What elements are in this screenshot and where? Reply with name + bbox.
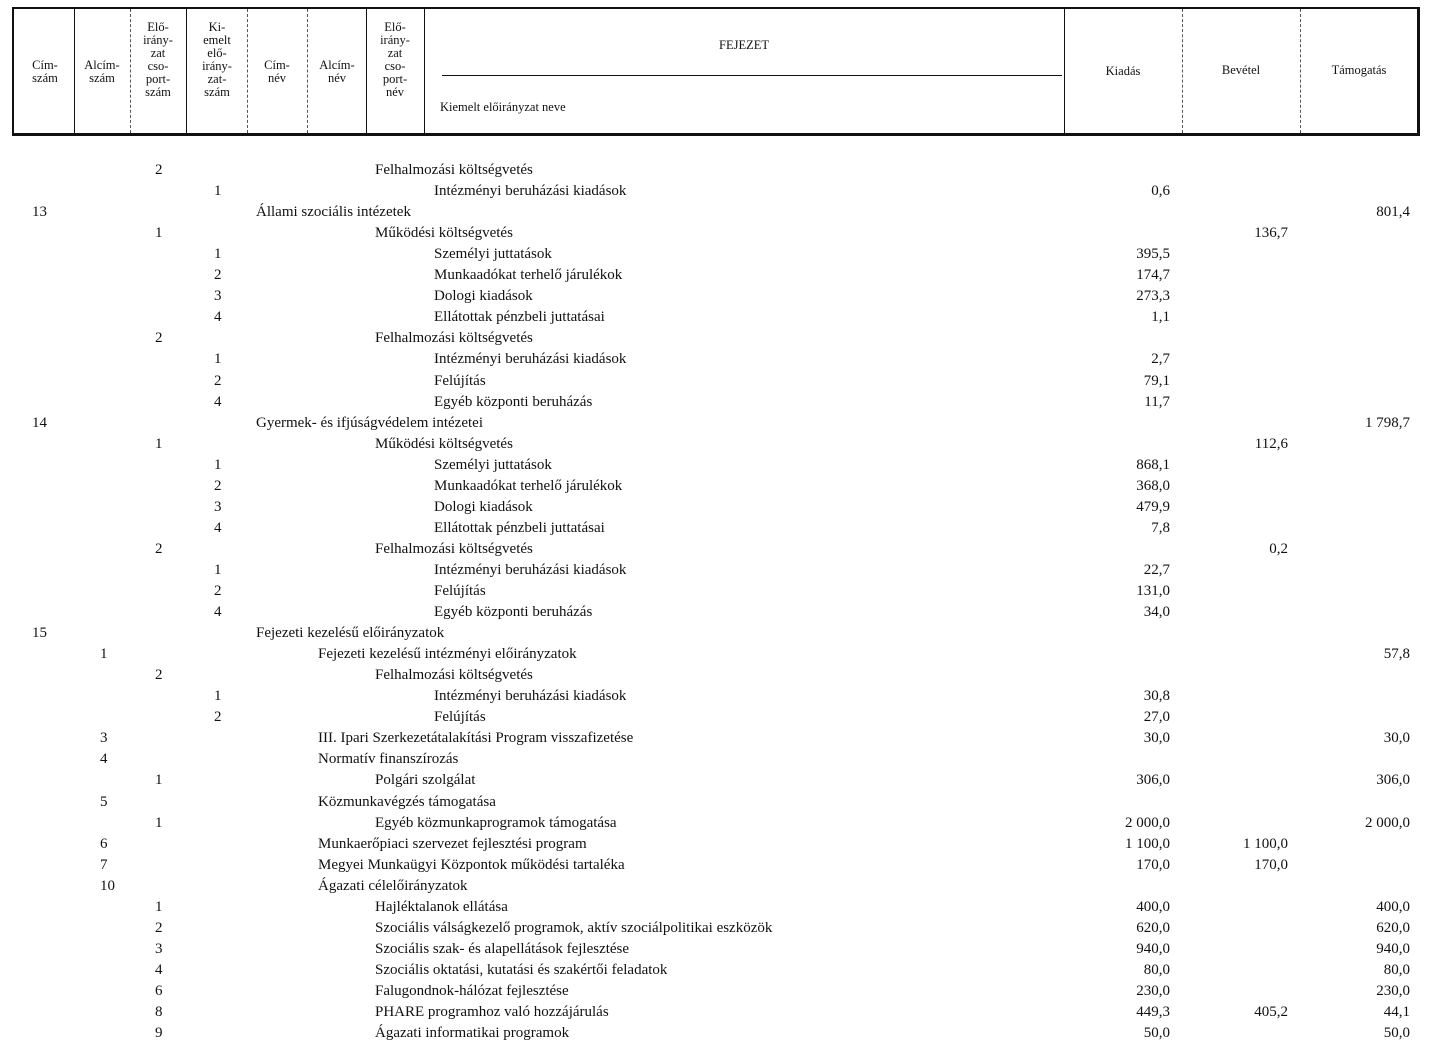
header-line: szám xyxy=(89,71,115,85)
tamogatas-value: 940,0 xyxy=(1376,940,1410,957)
row-name: Dologi kiadások xyxy=(434,498,533,515)
row-code: 2 xyxy=(155,540,163,557)
row-code: 2 xyxy=(155,667,163,684)
row-code: 3 xyxy=(214,498,222,515)
row-code: 1 xyxy=(155,898,163,915)
header-line: Cím- xyxy=(32,58,58,72)
column-divider xyxy=(247,9,248,133)
row-name: Munkaadókat terhelő járulékok xyxy=(434,267,623,284)
header-line: cso- xyxy=(384,59,406,73)
row-code: 14 xyxy=(32,414,47,431)
header-line: irány- xyxy=(143,33,173,47)
kiadas-value: 11,7 xyxy=(1144,393,1170,410)
row-name: Egyéb központi beruházás xyxy=(434,393,593,410)
header-line: név xyxy=(327,71,347,85)
row-code: 7 xyxy=(100,856,108,873)
bevetel-value: 136,7 xyxy=(1254,225,1288,242)
kiadas-value: 230,0 xyxy=(1136,982,1170,999)
header-line: zat xyxy=(150,46,166,60)
header-cim-szam xyxy=(18,59,72,85)
bevetel-value: 0,2 xyxy=(1269,540,1288,557)
row-name: Ellátottak pénzbeli juttatásai xyxy=(434,309,605,326)
kiadas-value: 940,0 xyxy=(1136,940,1170,957)
row-code: 1 xyxy=(214,183,222,200)
row-code: 1 xyxy=(100,646,108,663)
header-line: szám xyxy=(32,71,58,85)
tamogatas-value: 230,0 xyxy=(1376,982,1410,999)
row-name: Egyéb közmunkaprogramok támogatása xyxy=(375,814,617,831)
row-code: 8 xyxy=(155,1004,163,1020)
row-code: 3 xyxy=(155,940,163,957)
row-code: 15 xyxy=(32,625,47,642)
row-code: 1 xyxy=(214,688,222,705)
kiadas-value: 1 100,0 xyxy=(1125,835,1170,852)
row-name: Szociális oktatási, kutatási és szakértői feladatok xyxy=(375,961,668,978)
row-name: Gyermek- és ifjúságvédelem intézetei xyxy=(256,414,483,431)
row-name: Szociális válságkezelő programok, aktív szociálpolitikai eszközök xyxy=(375,919,773,936)
row-code: 5 xyxy=(100,793,108,810)
row-code: 2 xyxy=(214,709,222,726)
row-name: Dologi kiadások xyxy=(434,288,533,305)
header-line: Alcím- xyxy=(84,58,120,72)
header-line: Elő- xyxy=(147,20,169,34)
header-line: szám xyxy=(204,85,230,99)
row-name: Felhalmozási költségvetés xyxy=(375,667,533,684)
kiadas-value: 131,0 xyxy=(1136,583,1170,599)
row-name: Normatív finanszírozás xyxy=(318,751,459,768)
kiadas-value: 306,0 xyxy=(1136,772,1170,789)
row-code: 4 xyxy=(214,309,222,326)
header-line: Elő- xyxy=(384,20,406,34)
row-name: Működési költségvetés xyxy=(375,435,513,452)
kiadas-value: 449,3 xyxy=(1136,1004,1170,1020)
tamogatas-value: 306,0 xyxy=(1376,772,1410,789)
row-code: 6 xyxy=(155,982,163,999)
row-code: 10 xyxy=(100,877,115,894)
header-line: port- xyxy=(382,72,408,86)
row-name: Felújítás xyxy=(434,709,486,726)
column-divider xyxy=(307,9,308,133)
row-name: Falugondnok-hálózat fejlesztése xyxy=(375,982,569,999)
row-name: Hajléktalanok ellátása xyxy=(375,898,508,915)
kiadas-value: 1,1 xyxy=(1151,309,1170,326)
row-name: PHARE programhoz való hozzájárulás xyxy=(375,1004,609,1020)
row-name: Intézményi beruházási kiadások xyxy=(434,183,627,200)
row-name: Ellátottak pénzbeli juttatásai xyxy=(434,519,605,536)
bevetel-value: 112,6 xyxy=(1254,435,1288,452)
kiadas-value: 368,0 xyxy=(1136,477,1170,494)
row-name: Intézményi beruházási kiadások xyxy=(434,688,627,705)
tamogatas-value: 400,0 xyxy=(1376,898,1410,915)
column-divider xyxy=(74,9,75,133)
row-name: Működési költségvetés xyxy=(375,225,513,242)
row-name: III. Ipari Szerkezetátalakítási Program visszafizetése xyxy=(318,730,634,747)
row-name: Ágazati célelőirányzatok xyxy=(318,877,468,894)
kiadas-value: 7,8 xyxy=(1151,519,1170,536)
tamogatas-value: 30,0 xyxy=(1383,730,1410,747)
kiadas-value: 30,0 xyxy=(1143,730,1170,747)
row-code: 4 xyxy=(214,519,222,536)
row-code: 1 xyxy=(155,435,163,452)
header-line: cso- xyxy=(147,59,169,73)
row-name: Fejezeti kezelésű intézményi előirányzatok xyxy=(318,646,577,663)
header-kiemelt-eloiranyzat-szam xyxy=(188,21,246,99)
header-line: Cím- xyxy=(264,58,290,72)
column-divider xyxy=(186,9,187,133)
header-bevetel: Bevétel xyxy=(1221,63,1261,77)
row-name: Közmunkavégzés támogatása xyxy=(318,793,496,810)
bevetel-value: 170,0 xyxy=(1254,856,1288,873)
header-cim-nev xyxy=(249,59,305,85)
row-code: 2 xyxy=(155,919,163,936)
row-name: Felhalmozási költségvetés xyxy=(375,162,533,178)
row-name: Személyi juttatások xyxy=(434,246,552,263)
kiadas-value: 400,0 xyxy=(1136,898,1170,915)
kiadas-value: 80,0 xyxy=(1143,961,1170,978)
header-line: port- xyxy=(145,72,171,86)
tamogatas-value: 620,0 xyxy=(1376,919,1410,936)
row-code: 2 xyxy=(214,267,222,284)
row-code: 9 xyxy=(155,1025,163,1042)
row-name: Polgári szolgálat xyxy=(375,772,476,789)
row-code: 6 xyxy=(100,835,108,852)
row-code: 2 xyxy=(214,372,222,389)
kiadas-value: 620,0 xyxy=(1136,919,1170,936)
row-code: 4 xyxy=(155,961,163,978)
kiadas-value: 479,9 xyxy=(1136,498,1170,515)
fejezet-divider xyxy=(442,75,1062,76)
header-line: Alcím- xyxy=(319,58,355,72)
tamogatas-value: 57,8 xyxy=(1383,646,1410,663)
header-line: irány- xyxy=(202,59,232,73)
kiadas-value: 2 000,0 xyxy=(1125,814,1170,831)
tamogatas-value: 1 798,7 xyxy=(1365,414,1410,431)
header-line: irány- xyxy=(380,33,410,47)
kiadas-value: 868,1 xyxy=(1136,456,1170,473)
header-alcim-nev xyxy=(309,59,365,85)
header-eloiranyzat-csoport-szam xyxy=(132,21,184,99)
row-name: Felújítás xyxy=(434,583,486,599)
row-name: Felhalmozási költségvetés xyxy=(375,540,533,557)
row-name: Megyei Munkaügyi Központok működési tartaléka xyxy=(318,856,625,873)
row-code: 1 xyxy=(214,246,222,263)
header-fejezet: FEJEZET xyxy=(719,38,769,52)
tamogatas-value: 50,0 xyxy=(1383,1025,1410,1042)
kiadas-value: 34,0 xyxy=(1143,604,1170,621)
tamogatas-value: 2 000,0 xyxy=(1365,814,1410,831)
column-divider xyxy=(130,9,131,133)
header-kiadas: Kiadás xyxy=(1105,64,1141,78)
kiadas-value: 273,3 xyxy=(1136,288,1170,305)
row-name: Ágazati informatikai programok xyxy=(375,1025,570,1042)
kiadas-value: 79,1 xyxy=(1143,372,1170,389)
row-code: 3 xyxy=(100,730,108,747)
column-divider xyxy=(424,9,425,133)
header-tamogatas: Támogatás xyxy=(1331,63,1387,77)
table-header xyxy=(12,7,1420,136)
row-code: 3 xyxy=(214,288,222,305)
bevetel-value: 405,2 xyxy=(1254,1004,1288,1020)
row-name: Intézményi beruházási kiadások xyxy=(434,351,627,368)
header-line: Ki- xyxy=(208,20,226,34)
header-line: elő- xyxy=(207,46,227,60)
row-code: 2 xyxy=(214,477,222,494)
row-code: 1 xyxy=(214,561,222,578)
row-name: Felhalmozási költségvetés xyxy=(375,330,533,347)
tamogatas-value: 801,4 xyxy=(1376,204,1410,221)
row-code: 1 xyxy=(214,351,222,368)
row-code: 2 xyxy=(155,162,163,178)
row-code: 13 xyxy=(32,204,47,221)
kiadas-value: 395,5 xyxy=(1136,246,1170,263)
column-divider xyxy=(366,9,367,133)
row-name: Személyi juttatások xyxy=(434,456,552,473)
header-kiemelt-eloiranyzat-neve: Kiemelt előirányzat neve xyxy=(440,100,566,114)
row-code: 1 xyxy=(155,772,163,789)
tamogatas-value: 44,1 xyxy=(1383,1004,1410,1020)
kiadas-value: 22,7 xyxy=(1143,561,1170,578)
kiadas-value: 170,0 xyxy=(1136,856,1170,873)
bevetel-value: 1 100,0 xyxy=(1243,835,1288,852)
kiadas-value: 30,8 xyxy=(1143,688,1170,705)
header-alcim-szam xyxy=(76,59,128,85)
kiadas-value: 50,0 xyxy=(1143,1025,1170,1042)
row-name: Munkaadókat terhelő járulékok xyxy=(434,477,623,494)
header-line: szám xyxy=(145,85,171,99)
kiadas-value: 0,6 xyxy=(1151,183,1170,200)
header-line: név xyxy=(267,71,287,85)
row-code: 1 xyxy=(155,814,163,831)
kiadas-value: 2,7 xyxy=(1151,351,1170,368)
row-code: 1 xyxy=(214,456,222,473)
row-code: 2 xyxy=(155,330,163,347)
row-name: Szociális szak- és alapellátások fejlesztése xyxy=(375,940,630,957)
header-line: emelt xyxy=(203,33,231,47)
header-eloiranyzat-csoport-nev xyxy=(368,21,422,99)
kiadas-value: 174,7 xyxy=(1136,267,1170,284)
row-code: 4 xyxy=(214,393,222,410)
row-name: Intézményi beruházási kiadások xyxy=(434,561,627,578)
row-name: Állami szociális intézetek xyxy=(256,204,411,221)
row-code: 4 xyxy=(100,751,108,768)
kiadas-value: 27,0 xyxy=(1143,709,1170,726)
row-name: Munkaerőpiaci szervezet fejlesztési program xyxy=(318,835,587,852)
row-code: 4 xyxy=(214,604,222,621)
row-name: Fejezeti kezelésű előirányzatok xyxy=(256,625,445,642)
row-code: 2 xyxy=(214,583,222,599)
row-code: 1 xyxy=(155,225,163,242)
header-line: zat- xyxy=(207,72,227,86)
row-name: Egyéb központi beruházás xyxy=(434,604,593,621)
header-line: név xyxy=(385,85,405,99)
row-name: Felújítás xyxy=(434,372,486,389)
header-line: zat xyxy=(387,46,403,60)
tamogatas-value: 80,0 xyxy=(1383,961,1410,978)
